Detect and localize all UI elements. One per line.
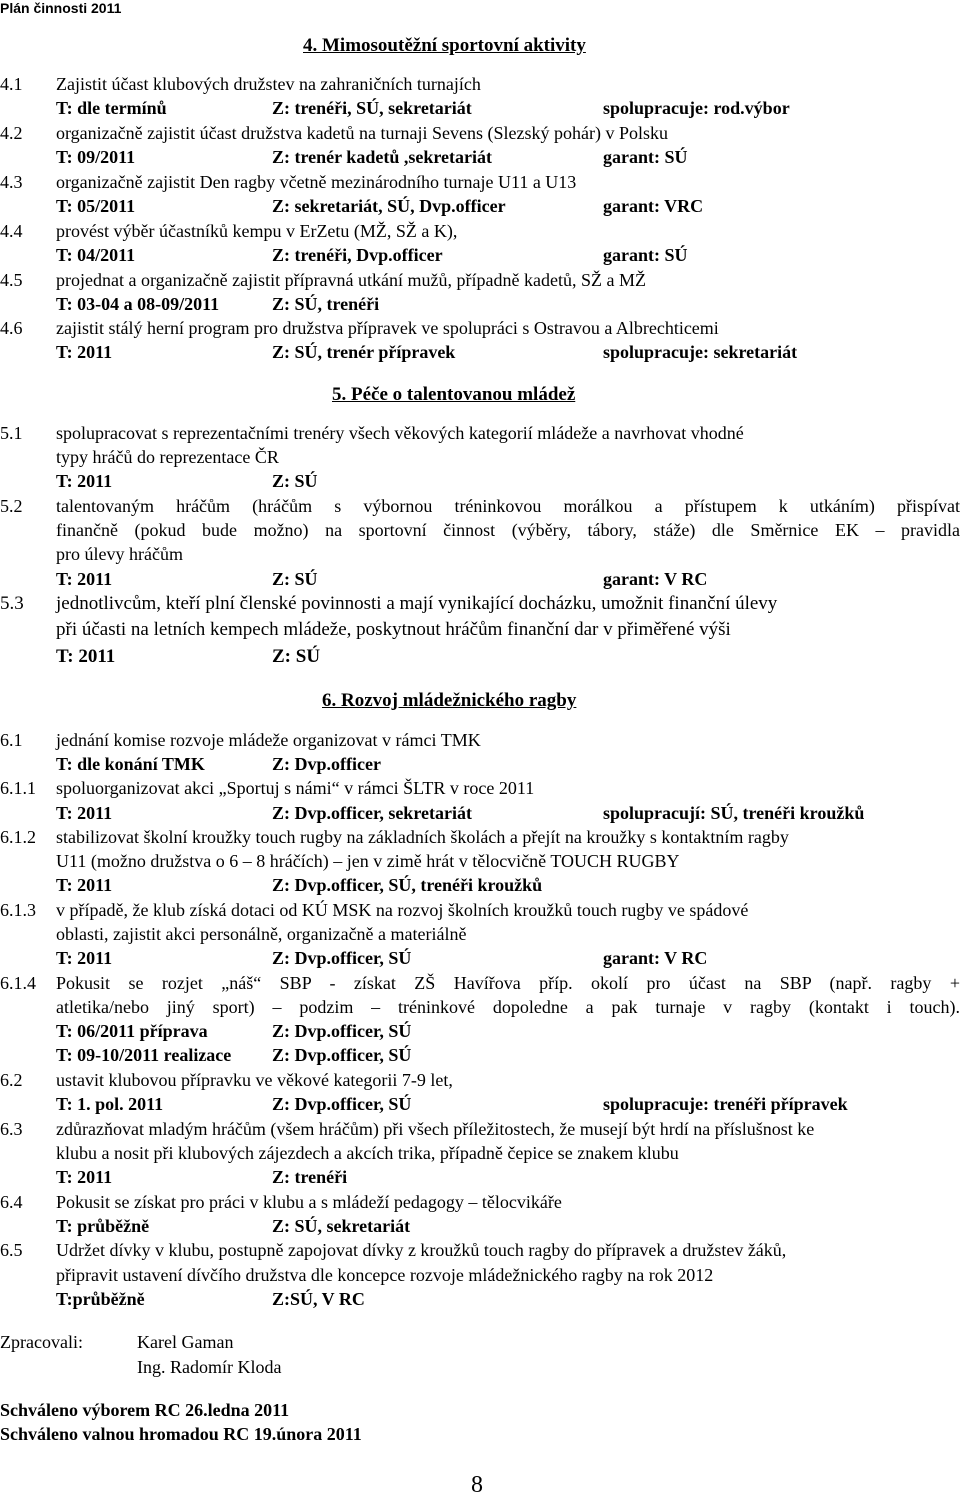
item-number: 4.2 [0, 123, 23, 143]
plan-row [0, 1287, 960, 1311]
plan-row [0, 316, 960, 340]
plan-row [0, 995, 960, 1019]
item-number: 4.3 [0, 172, 23, 192]
term-label: T: dle konání TMK [56, 754, 205, 774]
item-number: 4.5 [0, 270, 23, 290]
item-text: jednotlivcům, kteří plní členské povinnosti a mají vynikající docházku, umožnit finanční úlevy [56, 593, 778, 614]
item-text: talentovaným hráčům (hráčům s výbornou tréninkovou morálkou a přístupem k utkáním) přispívat [56, 496, 960, 516]
term-label: T: 09-10/2011 realizace [56, 1045, 232, 1065]
term-label: T: 2011 [56, 803, 113, 823]
item-text: při účasti na letních kempech mládeže, poskytnout hráčům finanční dar v přiměřené výši [56, 619, 731, 640]
item-number: 5.2 [0, 496, 23, 516]
term-label: T: 2011 [56, 948, 113, 968]
item-number: 6.2 [0, 1070, 23, 1090]
plan-row [0, 145, 960, 169]
plan-row [0, 72, 960, 96]
responsible-label: Z: trenér kadetů ,sekretariát [272, 147, 492, 167]
term-label: T: 05/2011 [56, 196, 136, 216]
item-text: Pokusit se rozjet „náš“ SBP - získat ZŠ Havířova příp. okolí pro účast na SBP (např. ragby + [56, 973, 960, 993]
plan-row [0, 1165, 960, 1189]
responsible-label: Z: trenéři, Dvp.officer [272, 245, 443, 265]
plan-row [0, 121, 960, 145]
guarantor-label: garant: SÚ [603, 147, 688, 167]
approval-text: Schváleno výborem RC 26.ledna 2011 [0, 1400, 290, 1420]
responsible-label: Z: sekretariát, SÚ, Dvp.officer [272, 196, 506, 216]
section-title-5: 5. Péče o talentovanou mládež [332, 384, 576, 405]
item-text: Pokusit se získat pro práci v klubu a s mládeží pedagogy – tělocvikáře [56, 1192, 562, 1212]
plan-row [0, 494, 960, 518]
prepared-by-row [0, 1355, 960, 1379]
term-label: T: 2011 [56, 342, 113, 362]
item-number: 6.1.4 [0, 973, 36, 993]
item-text: spoluorganizovat akci „Sportuj s námi“ v rámci ŠLTR v roce 2011 [56, 778, 535, 798]
plan-row [0, 618, 960, 642]
plan-row [0, 801, 960, 825]
plan-row [0, 752, 960, 776]
item-text: připravit ustavení dívčího družstva dle koncepce rozvoje mládežnického ragby na rok 2012 [56, 1265, 714, 1285]
item-text: zajistit stálý herní program pro družstva přípravek ve spolupráci s Ostravou a Albrechticemi [56, 318, 719, 338]
responsible-label: Z:SÚ, V RC [272, 1289, 365, 1309]
item-number: 4.4 [0, 221, 23, 241]
item-number: 6.1.3 [0, 900, 36, 920]
plan-row [0, 1263, 960, 1287]
plan-row [0, 1019, 960, 1043]
term-label: T: 2011 [56, 875, 113, 895]
item-text: jednání komise rozvoje mládeže organizovat v rámci TMK [56, 730, 481, 750]
approval-row [0, 1398, 960, 1422]
plan-row [0, 592, 960, 616]
section-title-6: 6. Rozvoj mládežnického ragby [322, 690, 577, 711]
plan-row [0, 825, 960, 849]
term-label: T:průběžně [56, 1289, 145, 1309]
plan-row [0, 518, 960, 542]
term-label: T: 2011 [56, 646, 116, 667]
plan-row [0, 96, 960, 120]
responsible-label: Z: SÚ, sekretariát [272, 1216, 411, 1236]
guarantor-label: spolupracuje: sekretariát [603, 342, 798, 362]
plan-row [0, 340, 960, 364]
plan-row [0, 922, 960, 946]
plan-row [0, 1068, 960, 1092]
plan-row [0, 1092, 960, 1116]
guarantor-label: garant: SÚ [603, 245, 688, 265]
item-number: 4.1 [0, 74, 23, 94]
plan-row [0, 567, 960, 591]
plan-row [0, 292, 960, 316]
item-number: 5.3 [0, 593, 24, 614]
responsible-label: Z: trenéři [272, 1167, 348, 1187]
item-number: 6.1.1 [0, 778, 36, 798]
guarantor-label: spolupracují: SÚ, trenéři kroužků [603, 803, 865, 823]
guarantor-label: spolupracuje: trenéři přípravek [603, 1094, 848, 1114]
guarantor-label: garant: V RC [603, 569, 708, 589]
plan-row [0, 243, 960, 267]
guarantor-label: garant: V RC [603, 948, 708, 968]
term-label: T: průběžně [56, 1216, 150, 1236]
item-number: 6.5 [0, 1240, 23, 1260]
page-header: Plán činnosti 2011 [0, 0, 122, 16]
term-label: T: 09/2011 [56, 147, 136, 167]
plan-row [0, 971, 960, 995]
guarantor-label: garant: VRC [603, 196, 704, 216]
item-text: organizačně zajistit Den ragby včetně mezinárodního turnaje U11 a U13 [56, 172, 577, 192]
plan-row [0, 542, 960, 566]
prepared-label: Zpracovali: [0, 1332, 83, 1352]
item-text: finančně (pokud bude možno) na sportovní činnost (výběry, tábory, stáže) dle Směrnice EK – pravidla [56, 520, 960, 540]
plan-row [0, 1117, 960, 1141]
term-label: T: 2011 [56, 569, 113, 589]
term-label: T: 06/2011 příprava [56, 1021, 208, 1041]
plan-row [0, 1190, 960, 1214]
item-text: klubu a nosit při klubových zájezdech a akcích trika, případně čepice se znakem klubu [56, 1143, 679, 1163]
term-label: T: 1. pol. 2011 [56, 1094, 164, 1114]
plan-row [0, 194, 960, 218]
responsible-label: Z: Dvp.officer, SÚ [272, 948, 412, 968]
plan-row [0, 1043, 960, 1067]
item-text: Zajistit účast klubových družstev na zahraničních turnajích [56, 74, 481, 94]
item-text: oblasti, zajistit akci personálně, organizačně a materiálně [56, 924, 467, 944]
responsible-label: Z: Dvp.officer [272, 754, 381, 774]
plan-row [0, 898, 960, 922]
plan-row [0, 421, 960, 445]
item-text: organizačně zajistit účast družstva kadetů na turnaji Sevens (Slezský pohár) v Polsku [56, 123, 668, 143]
section-title-4: 4. Mimosoutěžní sportovní aktivity [303, 35, 586, 56]
guarantor-label: spolupracuje: rod.výbor [603, 98, 790, 118]
plan-row [0, 645, 960, 669]
responsible-label: Z: Dvp.officer, sekretariát [272, 803, 472, 823]
responsible-label: Z: Dvp.officer, SÚ, trenéři kroužků [272, 875, 543, 895]
plan-row [0, 849, 960, 873]
item-text: spolupracovat s reprezentačními trenéry všech věkových kategorií mládeže a navrhovat vhodné [56, 423, 744, 443]
item-text: stabilizovat školní kroužky touch rugby na základních školách a přejít na kroužky s kontaktním ragby [56, 827, 789, 847]
responsible-label: Z: trenéři, SÚ, sekretariát [272, 98, 472, 118]
page-number: 8 [471, 1472, 483, 1498]
plan-row [0, 170, 960, 194]
item-text: ustavit klubovou přípravku ve věkové kategorii 7-9 let, [56, 1070, 453, 1090]
prepared-by-row [0, 1330, 960, 1354]
item-text: atletika/nebo jiný sport) – podzim – tréninkové dopoledne a pak turnaje v ragby (kontakt i touch). [56, 997, 960, 1017]
item-text: U11 (možno družstva o 6 – 8 hráčích) – jen v zimě hrát v tělocvičně TOUCH RUGBY [56, 851, 680, 871]
responsible-label: Z: SÚ [272, 646, 321, 667]
item-text: provést výběr účastníků kempu v ErZetu (MŽ, SŽ a K), [56, 221, 458, 241]
responsible-label: Z: Dvp.officer, SÚ [272, 1045, 412, 1065]
plan-row [0, 445, 960, 469]
item-text: v případě, že klub získá dotaci od KÚ MSK na rozvoj školních kroužků touch rugby ve spádové [56, 900, 749, 920]
plan-row [0, 268, 960, 292]
author-name: Ing. Radomír Kloda [137, 1357, 282, 1377]
responsible-label: Z: SÚ [272, 471, 318, 491]
responsible-label: Z: Dvp.officer, SÚ [272, 1094, 412, 1114]
item-text: Udržet dívky v klubu, postupně zapojovat dívky z kroužků touch ragby do přípravek a družstev žáků, [56, 1240, 787, 1260]
responsible-label: Z: SÚ [272, 569, 318, 589]
plan-row [0, 728, 960, 752]
plan-row [0, 469, 960, 493]
item-number: 5.1 [0, 423, 23, 443]
plan-row [0, 873, 960, 897]
item-number: 6.1 [0, 730, 23, 750]
plan-row [0, 1238, 960, 1262]
item-text: zdůrazňovat mladým hráčům (všem hráčům) při všech příležitostech, že musejí být hrdí na příslušnost ke [56, 1119, 815, 1139]
item-number: 6.1.2 [0, 827, 36, 847]
term-label: T: 04/2011 [56, 245, 136, 265]
approval-text: Schváleno valnou hromadou RC 19.února 2011 [0, 1424, 362, 1444]
plan-row [0, 219, 960, 243]
item-text: projednat a organizačně zajistit přípravná utkání mužů, případně kadetů, SŽ a MŽ [56, 270, 646, 290]
item-text: typy hráčů do reprezentace ČR [56, 447, 279, 467]
item-text: pro úlevy hráčům [56, 544, 183, 564]
plan-row [0, 1141, 960, 1165]
item-number: 6.3 [0, 1119, 23, 1139]
responsible-label: Z: Dvp.officer, SÚ [272, 1021, 412, 1041]
author-name: Karel Gaman [137, 1332, 234, 1352]
responsible-label: Z: SÚ, trenér přípravek [272, 342, 456, 362]
plan-row [0, 946, 960, 970]
item-number: 6.4 [0, 1192, 23, 1212]
item-number: 4.6 [0, 318, 23, 338]
approval-row [0, 1422, 960, 1446]
term-label: T: 2011 [56, 1167, 113, 1187]
responsible-label: Z: SÚ, trenéři [272, 294, 380, 314]
plan-row [0, 1214, 960, 1238]
plan-row [0, 776, 960, 800]
term-label: T: dle termínů [56, 98, 167, 118]
term-label: T: 2011 [56, 471, 113, 491]
term-label: T: 03-04 a 08-09/2011 [56, 294, 220, 314]
